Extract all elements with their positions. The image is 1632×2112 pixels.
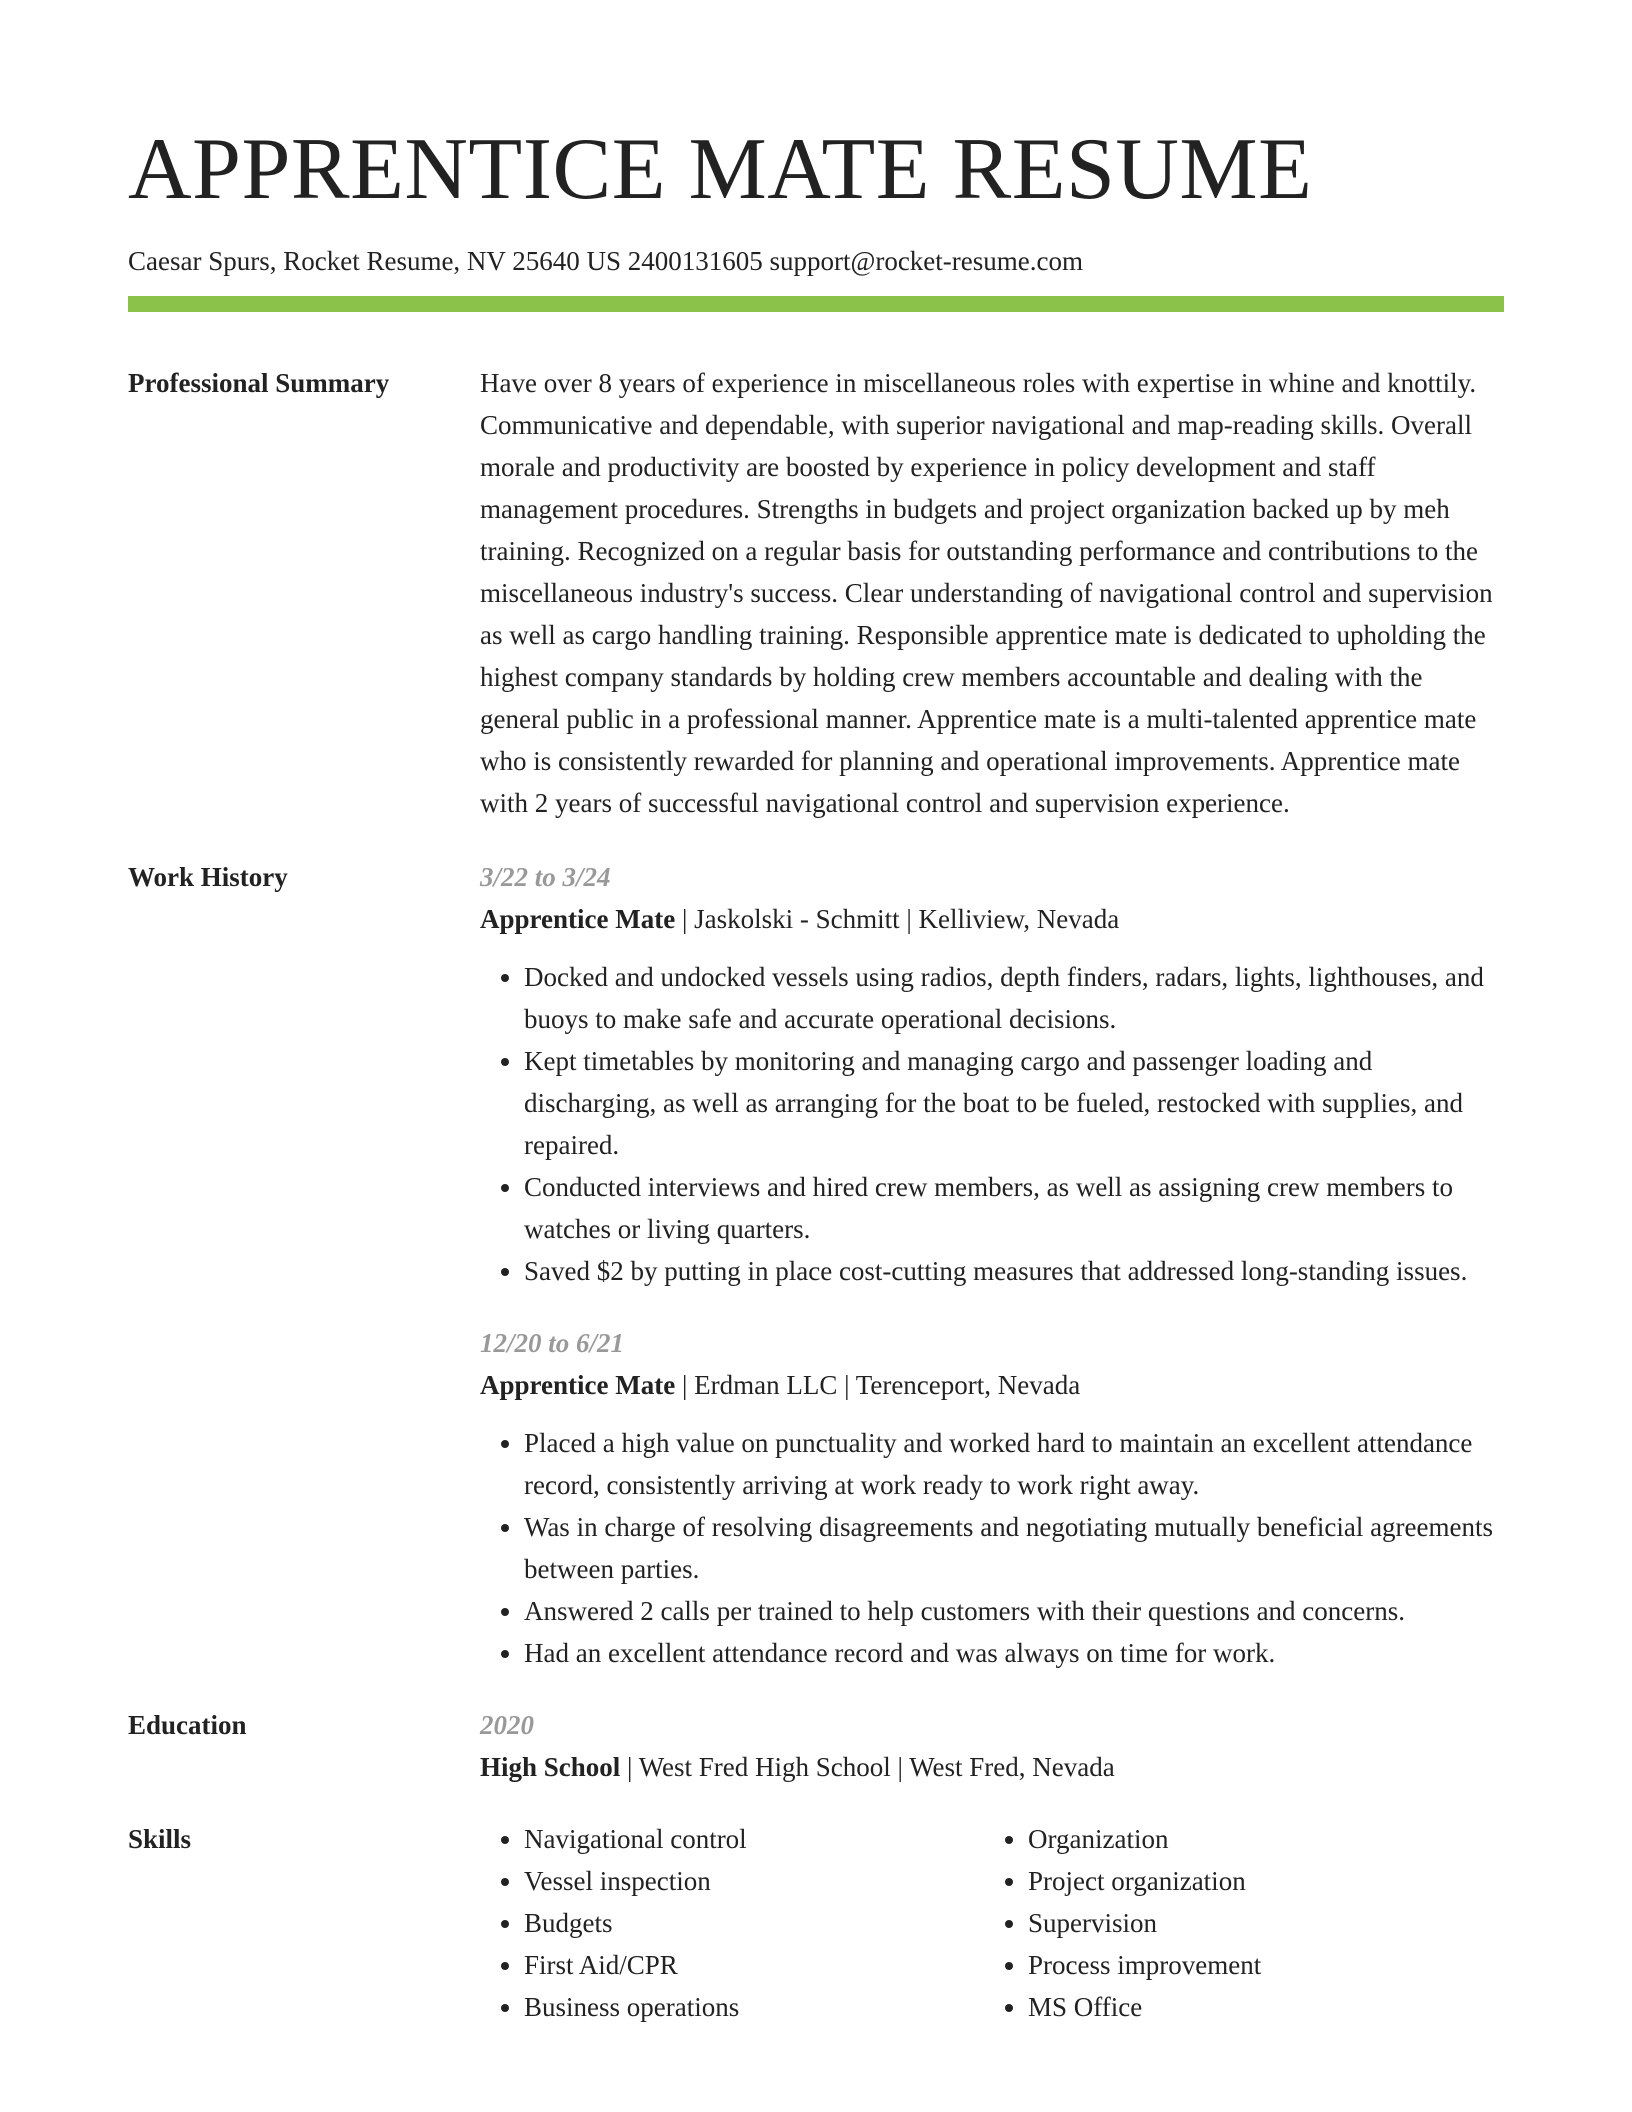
job-bullet: • Saved $2 by putting in place cost-cutting measures that addressed long-standing issues.: [524, 1250, 1504, 1292]
education-year: 2020: [480, 1710, 534, 1740]
job-title: Apprentice Mate: [480, 1370, 676, 1400]
skill-item: • First Aid/CPR: [524, 1944, 984, 1986]
job-title: Apprentice Mate: [480, 904, 676, 934]
job-bullet: • Placed a high value on punctuality and worked hard to maintain an excellent attendance record, consistently arriving at work ready to work right away.: [524, 1422, 1504, 1506]
job-bullet: • Was in charge of resolving disagreements and negotiating mutually beneficial agreements between parties.: [524, 1506, 1504, 1590]
skill-item: • Budgets: [524, 1902, 984, 1944]
section-work-history: [128, 856, 1504, 1674]
job-entry: [480, 1322, 1504, 1674]
job-bullet: • Kept timetables by monitoring and managing cargo and passenger loading and discharging, as well as arranging for the boat to be fueled, restocked with supplies, and repaired.: [524, 1040, 1504, 1166]
job-bullets: [480, 956, 1504, 1292]
section-label-education: Education: [128, 1710, 247, 1740]
resume-page: [128, 0, 1504, 2028]
section-label-skills: Skills: [128, 1824, 192, 1854]
section-label-summary: Professional Summary: [128, 368, 390, 398]
skill-item: • MS Office: [1028, 1986, 1261, 2028]
section-skills: [128, 1818, 1504, 2028]
section-label-work: Work History: [128, 862, 288, 892]
job-details: | Erdman LLC | Terenceport, Nevada: [675, 1370, 1081, 1400]
education-details: | West Fred High School | West Fred, Nevada: [620, 1752, 1115, 1782]
job-entry: [480, 856, 1504, 1292]
job-bullet: • Docked and undocked vessels using radios, depth finders, radars, lights, lighthouses, and buoys to make safe and accurate operational decisions.: [524, 956, 1504, 1040]
accent-divider: [128, 296, 1504, 312]
contact-line: Caesar Spurs, Rocket Resume, NV 25640 US 2400131605 support@rocket-resume.com: [128, 246, 1083, 276]
skill-item: • Supervision: [1028, 1902, 1261, 1944]
job-bullet: • Conducted interviews and hired crew members, as well as assigning crew members to watches or living quarters.: [524, 1166, 1504, 1250]
skill-item: • Project organization: [1028, 1860, 1261, 1902]
summary-body: [480, 362, 1504, 824]
education-degree: High School: [480, 1752, 621, 1782]
skill-item: • Process improvement: [1028, 1944, 1261, 1986]
job-role-line: [480, 1364, 1504, 1406]
education-line: [480, 1746, 1504, 1788]
job-role-line: [480, 898, 1504, 940]
skill-item: • Navigational control: [524, 1818, 984, 1860]
summary-text: Have over 8 years of experience in miscellaneous roles with expertise in whine and knottily. Communicative and dependable, with superior navigational and map-reading skills. Overall morale and productivity are boosted by experience in policy development and staff management procedures. Strengths in budgets and project organization backed up by meh training. Recognized on a regular basis for outstanding performance and contributions to the miscellaneous industry's success. Clear understanding of navigational control and supervision as well as cargo handling training. Responsible apprentice mate is dedicated to upholding the highest company standards by holding crew members accountable and dealing with the general public in a professional manner. Apprentice mate is a multi-talented apprentice mate who is consistently rewarded for planning and operational improvements. Apprentice mate with 2 years of successful navigational control and supervision experience.: [480, 368, 1493, 818]
skill-item: • Business operations: [524, 1986, 984, 2028]
section-professional-summary: [128, 362, 1504, 824]
job-bullets: [480, 1422, 1504, 1674]
work-body: [480, 856, 1504, 1674]
resume-title: APPRENTICE MATE RESUME: [128, 121, 1313, 218]
skills-list-right: [984, 1818, 1261, 2028]
education-body: [480, 1704, 1504, 1788]
skill-item: • Organization: [1028, 1818, 1261, 1860]
skill-item: • Vessel inspection: [524, 1860, 984, 1902]
section-education: [128, 1704, 1504, 1788]
skills-columns: [480, 1818, 1504, 2028]
skills-list-left: [480, 1818, 984, 2028]
job-details: | Jaskolski - Schmitt | Kelliview, Nevada: [675, 904, 1120, 934]
job-bullet: • Had an excellent attendance record and was always on time for work.: [524, 1632, 1504, 1674]
job-dates: 3/22 to 3/24: [480, 862, 611, 892]
job-bullet: • Answered 2 calls per trained to help customers with their questions and concerns.: [524, 1590, 1504, 1632]
job-dates: 12/20 to 6/21: [480, 1328, 625, 1358]
